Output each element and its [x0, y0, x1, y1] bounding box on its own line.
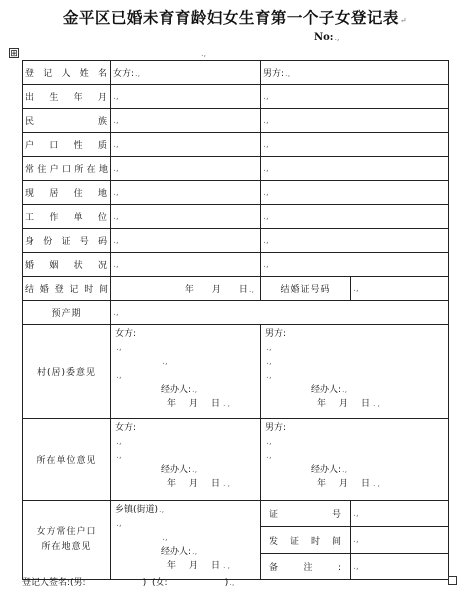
township-opinion-field[interactable]: 乡镇(街道)., ., ., 经办人:., 年 月 日.,	[111, 501, 261, 580]
male-marital-field[interactable]: .,	[261, 253, 449, 277]
village-female-label: 女方:	[115, 329, 137, 339]
employer-male-handler: 经办人:.,	[311, 465, 348, 475]
marriage-cert-field[interactable]: .,	[351, 277, 449, 301]
village-male-label: 男方:	[265, 329, 287, 339]
female-ethnic-field[interactable]: .,	[111, 109, 261, 133]
birth-label: 出生年月	[23, 85, 111, 109]
hukou-label: 户口性质	[23, 133, 111, 157]
township-date: 年 月 日.,	[167, 561, 233, 571]
remark-field[interactable]: .,	[351, 554, 449, 580]
residence-label: 常住户口所在地	[23, 157, 111, 181]
id-label: 身份证号码	[23, 229, 111, 253]
township-handler: 经办人:.,	[161, 547, 198, 557]
employer-male-date: 年 月 日.,	[317, 479, 383, 489]
signature-line: 登记人签名:(男: ) (女: ).,	[22, 578, 235, 588]
female-residence-field[interactable]: .,	[111, 157, 261, 181]
village-female-date: 年 月 日.,	[167, 399, 233, 409]
village-female-handler: 经办人:.,	[161, 385, 198, 395]
village-opinion-label: 村(居)委意见	[23, 325, 111, 419]
form-title: 金平区已婚未育育龄妇女生育第一个子女登记表↵	[62, 8, 408, 27]
township-opinion-label: 女方常住户口 所在地意见	[23, 501, 111, 580]
due-date-label: 预产期	[23, 301, 111, 325]
village-male-opinion-field[interactable]: 男方: ., ., ., 经办人:., 年 月 日.,	[261, 325, 449, 419]
township-org-label: 乡镇(街道).,	[115, 505, 165, 515]
female-marital-field[interactable]: .,	[111, 253, 261, 277]
village-male-handler: 经办人:.,	[311, 385, 348, 395]
table-row	[23, 133, 449, 157]
female-hukou-field[interactable]: .,	[111, 133, 261, 157]
issue-time-label: 发证时间	[261, 527, 351, 554]
male-hukou-field[interactable]: .,	[261, 133, 449, 157]
female-birth-field[interactable]: .,	[111, 85, 261, 109]
table-row	[23, 61, 449, 85]
paragraph-mark: .,	[201, 49, 207, 58]
address-label: 现居住地	[23, 181, 111, 205]
male-ethnic-field[interactable]: .,	[261, 109, 449, 133]
table-resize-handle-icon[interactable]	[448, 576, 457, 585]
table-row	[23, 253, 449, 277]
table-row	[23, 85, 449, 109]
table-row	[23, 229, 449, 253]
cert-number-field[interactable]: .,	[351, 501, 449, 527]
table-row	[23, 325, 449, 419]
female-id-field[interactable]: .,	[111, 229, 261, 253]
employer-female-opinion-field[interactable]: 女方: ., ., 经办人:., 年 月 日.,	[111, 419, 261, 501]
issue-time-field[interactable]: .,	[351, 527, 449, 554]
due-date-field[interactable]: .,	[111, 301, 449, 325]
male-id-field[interactable]: .,	[261, 229, 449, 253]
village-female-opinion-field[interactable]: 女方: ., ., ., 经办人:., 年 月 日.,	[111, 325, 261, 419]
form-number: No:.,	[314, 32, 340, 43]
employer-male-label: 男方:	[265, 423, 287, 433]
table-row	[23, 277, 449, 301]
village-male-date: 年 月 日.,	[317, 399, 383, 409]
marriage-time-label: 结婚登记时间	[23, 277, 111, 301]
table-row	[23, 301, 449, 325]
registration-form-table	[22, 60, 449, 580]
table-row	[23, 501, 449, 527]
marriage-cert-label: 结婚证号码	[261, 277, 351, 301]
male-birth-field[interactable]: .,	[261, 85, 449, 109]
table-row	[23, 419, 449, 501]
table-row	[23, 205, 449, 229]
employer-opinion-label: 所在单位意见	[23, 419, 111, 501]
male-work-field[interactable]: .,	[261, 205, 449, 229]
employer-female-label: 女方:	[115, 423, 137, 433]
work-label: 工作单位	[23, 205, 111, 229]
remark-label: 备注:	[261, 554, 351, 580]
ethnic-label: 民族	[23, 109, 111, 133]
male-residence-field[interactable]: .,	[261, 157, 449, 181]
name-label: 登记人姓名	[23, 61, 111, 85]
female-address-field[interactable]: .,	[111, 181, 261, 205]
table-row	[23, 109, 449, 133]
employer-female-handler: 经办人:.,	[161, 465, 198, 475]
cert-number-label: 证号	[261, 501, 351, 527]
table-row	[23, 181, 449, 205]
female-name-field[interactable]: 女方:.,	[111, 61, 261, 85]
male-name-field[interactable]: 男方:.,	[261, 61, 449, 85]
female-work-field[interactable]: .,	[111, 205, 261, 229]
table-row	[23, 157, 449, 181]
employer-male-opinion-field[interactable]: 男方: ., ., 经办人:., 年 月 日.,	[261, 419, 449, 501]
marriage-time-field[interactable]: 年 月 日.,	[111, 277, 261, 301]
male-address-field[interactable]: .,	[261, 181, 449, 205]
employer-female-date: 年 月 日.,	[167, 479, 233, 489]
table-move-handle-icon[interactable]: ⊞	[10, 49, 18, 59]
marital-label: 婚姻状况	[23, 253, 111, 277]
